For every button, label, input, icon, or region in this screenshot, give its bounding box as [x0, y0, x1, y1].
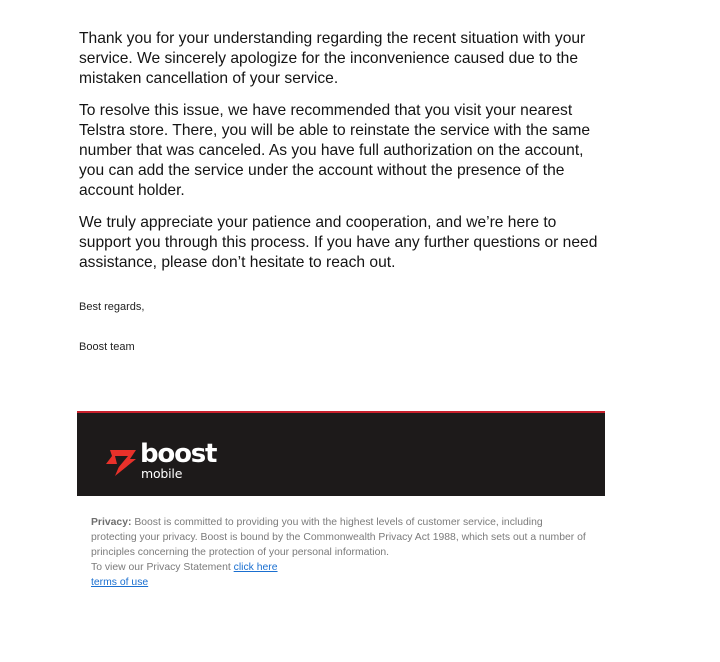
email-signature: Boost team	[79, 341, 135, 353]
privacy-statement-line	[91, 560, 591, 575]
privacy-notice	[91, 515, 591, 560]
email-paragraph-1: Thank you for your understanding regarding the recent situation with your service. We sincerely apologize for the inconvenience caused due to the mistaken cancellation of your service.	[79, 30, 586, 87]
privacy-statement-link[interactable]: click here	[233, 562, 278, 573]
brand-banner	[77, 411, 605, 496]
privacy-footer	[91, 515, 591, 590]
privacy-text: Boost is committed to providing you with the highest levels of customer service, including protecting your privacy. Boost is bound by the Commonwealth Privacy Act 1988, which sets out a number of principles concerning the protection of your personal information.	[91, 517, 586, 558]
logo-sub: mobile	[141, 466, 183, 481]
boost-bolt-icon	[103, 447, 139, 477]
privacy-label: Privacy:	[91, 517, 132, 528]
terms-line	[91, 575, 591, 590]
boost-mobile-logo	[103, 439, 243, 485]
logo-word: boost	[140, 439, 217, 469]
terms-of-use-link[interactable]: terms of use	[91, 577, 149, 588]
email-closing: Best regards,	[79, 301, 145, 313]
privacy-statement-text: To view our Privacy Statement	[91, 562, 234, 573]
email-paragraph-3: We truly appreciate your patience and cooperation, and we’re here to support you through this process. If you have any further questions or need assistance, please don’t hesitate to reach out.	[79, 214, 598, 271]
email-body	[79, 29, 599, 285]
email-paragraph-2: To resolve this issue, we have recommended that you visit your nearest Telstra store. There, you will be able to reinstate the service with the same number that was canceled. As you have full authorization on the account, you can add the service under the account without the presence of the account holder.	[79, 102, 591, 199]
